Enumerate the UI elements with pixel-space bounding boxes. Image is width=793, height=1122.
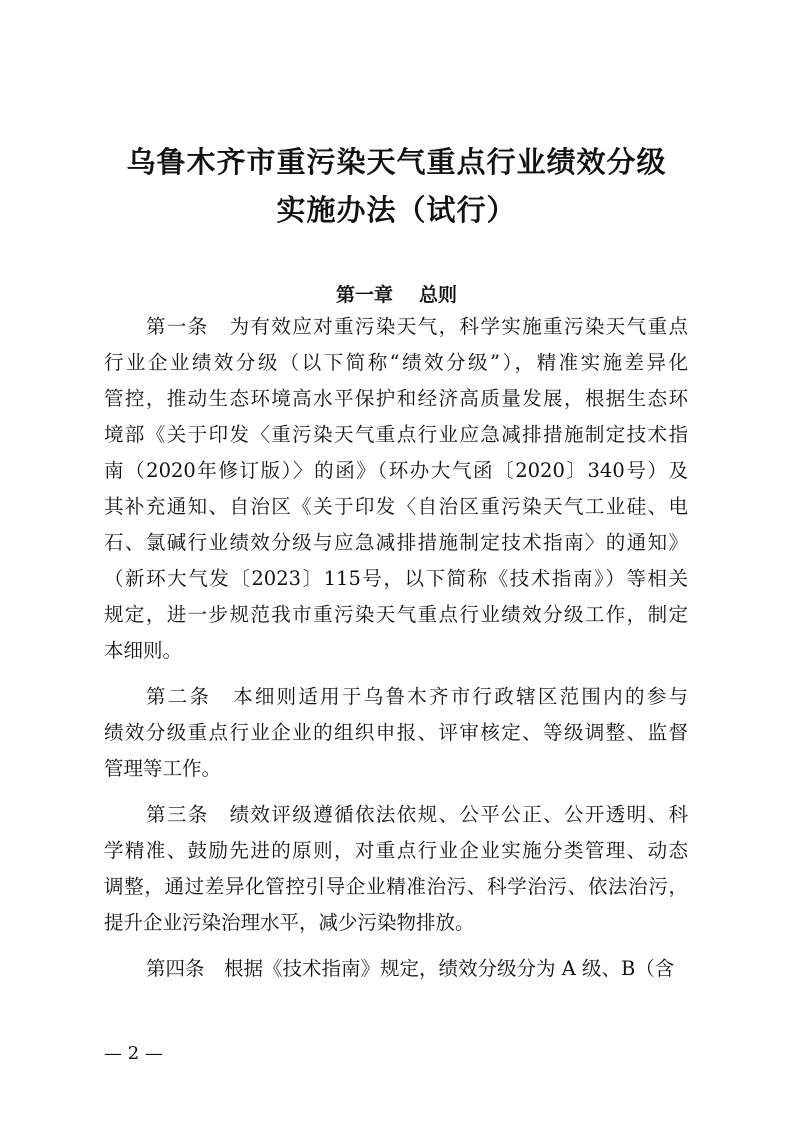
- article-2-line: 绩效分级重点行业企业的组织申报、评审核定、等级调整、监督: [104, 721, 688, 744]
- chapter-number: 第一章: [335, 284, 393, 306]
- article-1-line: 管控，推动生态环境高水平保护和经济高质量发展，根据生态环: [104, 387, 688, 410]
- article-1-line: （新环大气发〔2023〕115号，以下简称《技术指南》）等相关: [104, 567, 688, 590]
- document-title-line-2: 实施办法（试行）: [276, 193, 517, 227]
- chapter-name: 总则: [419, 284, 458, 306]
- article-2-line: 第二条 本细则适用于乌鲁木齐市行政辖区范围内的参与: [146, 685, 688, 708]
- article-4-line: 第四条 根据《技术指南》规定，绩效分级分为 A 级、B（含: [146, 957, 675, 980]
- page-number: — 2 —: [104, 1043, 163, 1064]
- article-3-line: 提升企业污染治理水平，减少污染物排放。: [104, 911, 475, 934]
- article-1-line: 南（2020年修订版）〉的函》（环办大气函〔2020〕340号）及: [104, 459, 688, 482]
- article-1-line: 本细则。: [104, 639, 183, 662]
- article-2-line: 管理等工作。: [104, 757, 222, 780]
- article-1-line: 石、氯碱行业绩效分级与应急减排措施制定技术指南〉的通知》: [104, 531, 688, 554]
- article-1-line: 境部《关于印发〈重污染天气重点行业应急减排措施制定技术指: [104, 423, 688, 446]
- article-3-line: 调整，通过差异化管控引导企业精准治污、科学治污、依法治污，: [104, 875, 688, 898]
- document-title-line-1: 乌鲁木齐市重污染天气重点行业绩效分级: [126, 145, 667, 179]
- article-1-line: 其补充通知、自治区《关于印发〈自治区重污染天气工业硅、电: [104, 495, 688, 518]
- article-3-line: 学精准、鼓励先进的原则，对重点行业企业实施分类管理、动态: [104, 839, 688, 862]
- article-3-line: 第三条 绩效评级遵循依法依规、公平公正、公开透明、科: [146, 803, 688, 826]
- article-1-line: 行业企业绩效分级（以下简称“绩效分级”），精准实施差异化: [104, 351, 688, 374]
- article-1-line: 第一条 为有效应对重污染天气，科学实施重污染天气重点: [146, 315, 688, 338]
- chapter-heading: [0, 280, 793, 310]
- article-1-line: 规定，进一步规范我市重污染天气重点行业绩效分级工作，制定: [104, 603, 688, 626]
